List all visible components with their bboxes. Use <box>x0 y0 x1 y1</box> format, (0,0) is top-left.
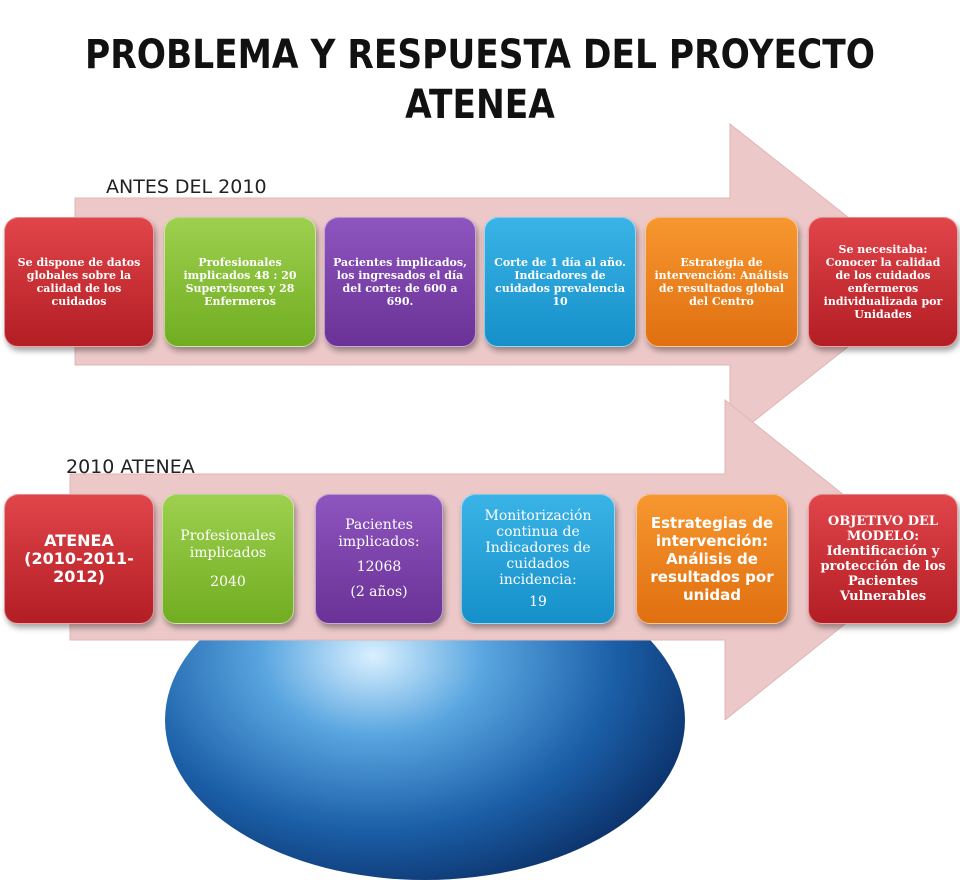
after-box-monitoring <box>461 494 615 624</box>
after-box-text: ATENEA (2010-2011-2012) <box>24 531 134 586</box>
after-box-atenea <box>4 494 154 624</box>
before-box-global-data <box>4 217 154 347</box>
after-box-text: Pacientes implicados: <box>338 517 420 550</box>
section-label-after: 2010 ATENEA <box>66 456 195 478</box>
before-box-professionals <box>164 217 316 347</box>
before-box-cut <box>484 217 636 347</box>
slide-title: PROBLEMA Y RESPUESTA DEL PROYECTO ATENEA <box>85 32 875 128</box>
after-box-text: Profesionales implicados <box>180 527 276 561</box>
before-box-need <box>808 217 958 347</box>
after-box-objective <box>808 494 958 624</box>
section-label-before: ANTES DEL 2010 <box>106 176 267 198</box>
after-box-patients <box>315 494 443 624</box>
after-box-professionals <box>162 494 294 624</box>
after-box-text: OBJETIVO DEL MODELO: Identificación y protección de los Pacientes Vulnerables <box>820 514 946 604</box>
before-box-text: Estrategia de intervención: Análisis de resultados global del Centro <box>654 256 789 308</box>
before-box-patients <box>324 217 476 347</box>
after-box-value: 2040 <box>210 573 246 590</box>
after-box-text: Monitorización continua de Indicadores de cuidados incidencia: <box>484 508 592 588</box>
before-box-text: Profesionales implicados 48 : 20 Supervisores y 28 Enfermeros <box>183 256 297 308</box>
after-box-strategies <box>636 494 788 624</box>
after-box-value: 19 <box>529 594 547 610</box>
before-box-text: Corte de 1 día al año. Indicadores de cuidados prevalencia 10 <box>494 256 626 308</box>
before-box-strategy <box>645 217 798 347</box>
after-box-note: (2 años) <box>350 584 408 600</box>
after-box-value: 12068 <box>356 559 402 575</box>
before-box-text: Pacientes implicados, los ingresados el día del corte: de 600 a 690. <box>333 256 467 308</box>
before-box-text: Se necesitaba: Conocer la calidad de los cuidados enfermeros individualizada por Unidades <box>823 243 943 321</box>
before-box-text: Se dispone de datos globales sobre la calidad de los cuidados <box>17 256 141 308</box>
after-box-text: Estrategias de intervención: Análisis de resultados por unidad <box>650 514 774 604</box>
